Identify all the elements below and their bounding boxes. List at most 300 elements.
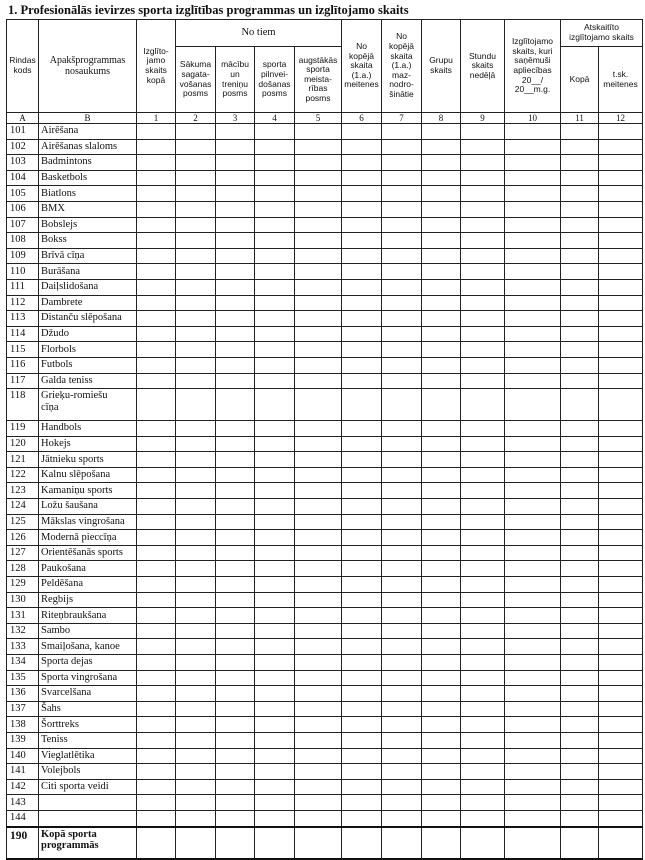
entry-cell[interactable] [295, 139, 342, 155]
entry-cell[interactable] [461, 810, 505, 826]
entry-cell[interactable] [342, 170, 382, 186]
entry-cell[interactable] [176, 342, 216, 358]
entry-cell[interactable] [505, 779, 561, 795]
entry-cell[interactable] [461, 124, 505, 140]
entry-cell[interactable] [137, 592, 176, 608]
entry-cell[interactable] [295, 264, 342, 280]
entry-cell[interactable] [505, 655, 561, 671]
entry-cell[interactable] [176, 467, 216, 483]
entry-cell[interactable] [382, 717, 422, 733]
entry-cell[interactable] [422, 373, 461, 389]
entry-cell[interactable] [505, 467, 561, 483]
entry-cell[interactable] [461, 748, 505, 764]
entry-cell[interactable] [176, 623, 216, 639]
entry-cell[interactable] [461, 452, 505, 468]
entry-cell[interactable] [342, 326, 382, 342]
entry-cell[interactable] [137, 452, 176, 468]
entry-cell[interactable] [422, 186, 461, 202]
entry-cell[interactable] [599, 217, 643, 233]
entry-cell[interactable] [505, 577, 561, 593]
entry-cell[interactable] [137, 139, 176, 155]
entry-cell[interactable] [505, 311, 561, 327]
entry-cell[interactable] [216, 342, 255, 358]
entry-cell[interactable] [342, 577, 382, 593]
entry-cell[interactable] [295, 483, 342, 499]
entry-cell[interactable] [176, 545, 216, 561]
entry-cell[interactable] [255, 545, 295, 561]
entry-cell[interactable] [342, 732, 382, 748]
entry-cell[interactable] [461, 686, 505, 702]
entry-cell[interactable] [342, 467, 382, 483]
entry-cell[interactable] [255, 452, 295, 468]
entry-cell[interactable] [599, 279, 643, 295]
entry-cell[interactable] [422, 326, 461, 342]
entry-cell[interactable] [255, 139, 295, 155]
entry-cell[interactable] [176, 686, 216, 702]
entry-cell[interactable] [342, 623, 382, 639]
entry-cell[interactable] [137, 608, 176, 624]
entry-cell[interactable] [561, 357, 599, 373]
entry-cell[interactable] [255, 279, 295, 295]
entry-cell[interactable] [382, 499, 422, 515]
entry-cell[interactable] [382, 452, 422, 468]
entry-cell[interactable] [382, 201, 422, 217]
entry-cell[interactable] [505, 748, 561, 764]
entry-cell[interactable] [422, 670, 461, 686]
entry-cell[interactable] [599, 186, 643, 202]
entry-cell[interactable] [461, 545, 505, 561]
entry-cell[interactable] [137, 357, 176, 373]
entry-cell[interactable] [599, 155, 643, 171]
entry-cell[interactable] [216, 467, 255, 483]
entry-cell[interactable] [342, 545, 382, 561]
entry-cell[interactable] [561, 655, 599, 671]
entry-cell[interactable] [461, 279, 505, 295]
entry-cell[interactable] [599, 623, 643, 639]
entry-cell[interactable] [295, 233, 342, 249]
entry-cell[interactable] [255, 436, 295, 452]
entry-cell[interactable] [599, 686, 643, 702]
entry-cell[interactable] [176, 201, 216, 217]
entry-cell[interactable] [342, 155, 382, 171]
entry-cell[interactable] [255, 264, 295, 280]
entry-cell[interactable] [295, 827, 342, 859]
entry-cell[interactable] [422, 686, 461, 702]
entry-cell[interactable] [176, 795, 216, 811]
entry-cell[interactable] [599, 248, 643, 264]
entry-cell[interactable] [561, 577, 599, 593]
entry-cell[interactable] [295, 311, 342, 327]
entry-cell[interactable] [255, 701, 295, 717]
entry-cell[interactable] [461, 608, 505, 624]
entry-cell[interactable] [255, 467, 295, 483]
entry-cell[interactable] [137, 421, 176, 437]
entry-cell[interactable] [599, 483, 643, 499]
entry-cell[interactable] [599, 295, 643, 311]
entry-cell[interactable] [295, 608, 342, 624]
entry-cell[interactable] [137, 717, 176, 733]
entry-cell[interactable] [382, 732, 422, 748]
entry-cell[interactable] [422, 342, 461, 358]
entry-cell[interactable] [216, 514, 255, 530]
entry-cell[interactable] [216, 357, 255, 373]
entry-cell[interactable] [422, 357, 461, 373]
entry-cell[interactable] [295, 779, 342, 795]
entry-cell[interactable] [461, 795, 505, 811]
entry-cell[interactable] [382, 545, 422, 561]
entry-cell[interactable] [461, 373, 505, 389]
entry-cell[interactable] [422, 452, 461, 468]
entry-cell[interactable] [461, 248, 505, 264]
entry-cell[interactable] [255, 764, 295, 780]
entry-cell[interactable] [599, 436, 643, 452]
entry-cell[interactable] [216, 264, 255, 280]
entry-cell[interactable] [342, 279, 382, 295]
entry-cell[interactable] [461, 186, 505, 202]
entry-cell[interactable] [342, 295, 382, 311]
entry-cell[interactable] [137, 764, 176, 780]
entry-cell[interactable] [255, 295, 295, 311]
entry-cell[interactable] [137, 670, 176, 686]
entry-cell[interactable] [561, 530, 599, 546]
entry-cell[interactable] [255, 732, 295, 748]
entry-cell[interactable] [137, 186, 176, 202]
entry-cell[interactable] [176, 827, 216, 859]
entry-cell[interactable] [137, 373, 176, 389]
entry-cell[interactable] [342, 373, 382, 389]
entry-cell[interactable] [216, 436, 255, 452]
entry-cell[interactable] [176, 499, 216, 515]
entry-cell[interactable] [137, 577, 176, 593]
entry-cell[interactable] [422, 561, 461, 577]
entry-cell[interactable] [422, 701, 461, 717]
entry-cell[interactable] [295, 499, 342, 515]
entry-cell[interactable] [561, 279, 599, 295]
entry-cell[interactable] [176, 279, 216, 295]
entry-cell[interactable] [561, 483, 599, 499]
entry-cell[interactable] [255, 623, 295, 639]
entry-cell[interactable] [176, 577, 216, 593]
entry-cell[interactable] [295, 514, 342, 530]
entry-cell[interactable] [461, 342, 505, 358]
entry-cell[interactable] [505, 561, 561, 577]
entry-cell[interactable] [382, 483, 422, 499]
entry-cell[interactable] [176, 389, 216, 421]
entry-cell[interactable] [422, 592, 461, 608]
entry-cell[interactable] [461, 701, 505, 717]
entry-cell[interactable] [137, 483, 176, 499]
entry-cell[interactable] [461, 717, 505, 733]
entry-cell[interactable] [599, 389, 643, 421]
entry-cell[interactable] [216, 421, 255, 437]
entry-cell[interactable] [255, 373, 295, 389]
entry-cell[interactable] [295, 124, 342, 140]
entry-cell[interactable] [216, 717, 255, 733]
entry-cell[interactable] [561, 264, 599, 280]
entry-cell[interactable] [599, 608, 643, 624]
entry-cell[interactable] [295, 717, 342, 733]
entry-cell[interactable] [461, 577, 505, 593]
entry-cell[interactable] [599, 764, 643, 780]
entry-cell[interactable] [216, 373, 255, 389]
entry-cell[interactable] [342, 436, 382, 452]
entry-cell[interactable] [599, 373, 643, 389]
entry-cell[interactable] [216, 452, 255, 468]
entry-cell[interactable] [422, 608, 461, 624]
entry-cell[interactable] [422, 295, 461, 311]
entry-cell[interactable] [295, 217, 342, 233]
entry-cell[interactable] [216, 827, 255, 859]
entry-cell[interactable] [216, 701, 255, 717]
entry-cell[interactable] [216, 389, 255, 421]
entry-cell[interactable] [137, 155, 176, 171]
entry-cell[interactable] [342, 421, 382, 437]
entry-cell[interactable] [599, 452, 643, 468]
entry-cell[interactable] [505, 155, 561, 171]
entry-cell[interactable] [255, 357, 295, 373]
entry-cell[interactable] [599, 670, 643, 686]
entry-cell[interactable] [505, 639, 561, 655]
entry-cell[interactable] [461, 483, 505, 499]
entry-cell[interactable] [342, 764, 382, 780]
entry-cell[interactable] [176, 764, 216, 780]
entry-cell[interactable] [599, 342, 643, 358]
entry-cell[interactable] [505, 357, 561, 373]
entry-cell[interactable] [382, 264, 422, 280]
entry-cell[interactable] [505, 732, 561, 748]
entry-cell[interactable] [255, 389, 295, 421]
entry-cell[interactable] [255, 186, 295, 202]
entry-cell[interactable] [176, 810, 216, 826]
entry-cell[interactable] [295, 701, 342, 717]
entry-cell[interactable] [599, 124, 643, 140]
entry-cell[interactable] [505, 295, 561, 311]
entry-cell[interactable] [295, 639, 342, 655]
entry-cell[interactable] [561, 342, 599, 358]
entry-cell[interactable] [295, 764, 342, 780]
entry-cell[interactable] [176, 248, 216, 264]
entry-cell[interactable] [599, 139, 643, 155]
entry-cell[interactable] [295, 155, 342, 171]
entry-cell[interactable] [137, 467, 176, 483]
entry-cell[interactable] [461, 295, 505, 311]
entry-cell[interactable] [216, 217, 255, 233]
entry-cell[interactable] [382, 577, 422, 593]
entry-cell[interactable] [382, 639, 422, 655]
entry-cell[interactable] [561, 170, 599, 186]
entry-cell[interactable] [561, 514, 599, 530]
entry-cell[interactable] [561, 295, 599, 311]
entry-cell[interactable] [295, 373, 342, 389]
entry-cell[interactable] [216, 155, 255, 171]
entry-cell[interactable] [137, 124, 176, 140]
entry-cell[interactable] [422, 639, 461, 655]
entry-cell[interactable] [255, 577, 295, 593]
entry-cell[interactable] [176, 670, 216, 686]
entry-cell[interactable] [255, 326, 295, 342]
entry-cell[interactable] [255, 248, 295, 264]
entry-cell[interactable] [382, 248, 422, 264]
entry-cell[interactable] [216, 561, 255, 577]
entry-cell[interactable] [255, 592, 295, 608]
entry-cell[interactable] [382, 686, 422, 702]
entry-cell[interactable] [342, 248, 382, 264]
entry-cell[interactable] [422, 779, 461, 795]
entry-cell[interactable] [137, 311, 176, 327]
entry-cell[interactable] [505, 279, 561, 295]
entry-cell[interactable] [342, 514, 382, 530]
entry-cell[interactable] [176, 421, 216, 437]
entry-cell[interactable] [342, 139, 382, 155]
entry-cell[interactable] [382, 514, 422, 530]
entry-cell[interactable] [599, 311, 643, 327]
entry-cell[interactable] [422, 764, 461, 780]
entry-cell[interactable] [422, 436, 461, 452]
entry-cell[interactable] [461, 233, 505, 249]
entry-cell[interactable] [342, 342, 382, 358]
entry-cell[interactable] [382, 810, 422, 826]
entry-cell[interactable] [422, 170, 461, 186]
entry-cell[interactable] [255, 155, 295, 171]
entry-cell[interactable] [561, 608, 599, 624]
entry-cell[interactable] [295, 530, 342, 546]
entry-cell[interactable] [561, 248, 599, 264]
entry-cell[interactable] [216, 530, 255, 546]
entry-cell[interactable] [422, 201, 461, 217]
entry-cell[interactable] [561, 764, 599, 780]
entry-cell[interactable] [561, 436, 599, 452]
entry-cell[interactable] [422, 748, 461, 764]
entry-cell[interactable] [382, 295, 422, 311]
entry-cell[interactable] [255, 514, 295, 530]
entry-cell[interactable] [505, 421, 561, 437]
entry-cell[interactable] [461, 170, 505, 186]
entry-cell[interactable] [561, 233, 599, 249]
entry-cell[interactable] [461, 499, 505, 515]
entry-cell[interactable] [382, 357, 422, 373]
entry-cell[interactable] [216, 311, 255, 327]
entry-cell[interactable] [176, 514, 216, 530]
entry-cell[interactable] [176, 639, 216, 655]
entry-cell[interactable] [461, 357, 505, 373]
entry-cell[interactable] [295, 577, 342, 593]
entry-cell[interactable] [505, 514, 561, 530]
entry-cell[interactable] [342, 639, 382, 655]
entry-cell[interactable] [137, 170, 176, 186]
entry-cell[interactable] [382, 155, 422, 171]
entry-cell[interactable] [137, 795, 176, 811]
entry-cell[interactable] [255, 779, 295, 795]
entry-cell[interactable] [461, 467, 505, 483]
entry-cell[interactable] [422, 124, 461, 140]
entry-cell[interactable] [295, 545, 342, 561]
entry-cell[interactable] [461, 592, 505, 608]
entry-cell[interactable] [599, 170, 643, 186]
entry-cell[interactable] [216, 233, 255, 249]
entry-cell[interactable] [382, 748, 422, 764]
entry-cell[interactable] [561, 467, 599, 483]
entry-cell[interactable] [599, 810, 643, 826]
entry-cell[interactable] [137, 499, 176, 515]
entry-cell[interactable] [216, 139, 255, 155]
entry-cell[interactable] [505, 452, 561, 468]
entry-cell[interactable] [461, 155, 505, 171]
entry-cell[interactable] [137, 233, 176, 249]
entry-cell[interactable] [295, 655, 342, 671]
entry-cell[interactable] [216, 608, 255, 624]
entry-cell[interactable] [599, 748, 643, 764]
entry-cell[interactable] [561, 155, 599, 171]
entry-cell[interactable] [255, 717, 295, 733]
entry-cell[interactable] [382, 186, 422, 202]
entry-cell[interactable] [561, 499, 599, 515]
entry-cell[interactable] [461, 264, 505, 280]
entry-cell[interactable] [505, 326, 561, 342]
entry-cell[interactable] [422, 717, 461, 733]
entry-cell[interactable] [295, 810, 342, 826]
entry-cell[interactable] [461, 326, 505, 342]
entry-cell[interactable] [505, 233, 561, 249]
entry-cell[interactable] [382, 795, 422, 811]
entry-cell[interactable] [382, 827, 422, 859]
entry-cell[interactable] [176, 717, 216, 733]
entry-cell[interactable] [342, 827, 382, 859]
entry-cell[interactable] [461, 655, 505, 671]
entry-cell[interactable] [176, 295, 216, 311]
entry-cell[interactable] [382, 530, 422, 546]
entry-cell[interactable] [176, 373, 216, 389]
entry-cell[interactable] [461, 670, 505, 686]
entry-cell[interactable] [295, 279, 342, 295]
entry-cell[interactable] [295, 623, 342, 639]
entry-cell[interactable] [342, 795, 382, 811]
entry-cell[interactable] [295, 357, 342, 373]
entry-cell[interactable] [505, 499, 561, 515]
entry-cell[interactable] [461, 732, 505, 748]
entry-cell[interactable] [216, 686, 255, 702]
entry-cell[interactable] [561, 795, 599, 811]
entry-cell[interactable] [561, 810, 599, 826]
entry-cell[interactable] [255, 530, 295, 546]
entry-cell[interactable] [255, 201, 295, 217]
entry-cell[interactable] [255, 670, 295, 686]
entry-cell[interactable] [461, 217, 505, 233]
entry-cell[interactable] [461, 421, 505, 437]
entry-cell[interactable] [216, 279, 255, 295]
entry-cell[interactable] [342, 452, 382, 468]
entry-cell[interactable] [422, 577, 461, 593]
entry-cell[interactable] [295, 748, 342, 764]
entry-cell[interactable] [382, 124, 422, 140]
entry-cell[interactable] [137, 248, 176, 264]
entry-cell[interactable] [382, 233, 422, 249]
entry-cell[interactable] [176, 655, 216, 671]
entry-cell[interactable] [561, 717, 599, 733]
entry-cell[interactable] [342, 655, 382, 671]
entry-cell[interactable] [295, 795, 342, 811]
entry-cell[interactable] [137, 264, 176, 280]
entry-cell[interactable] [255, 217, 295, 233]
entry-cell[interactable] [255, 421, 295, 437]
entry-cell[interactable] [295, 389, 342, 421]
entry-cell[interactable] [137, 655, 176, 671]
entry-cell[interactable] [599, 326, 643, 342]
entry-cell[interactable] [461, 389, 505, 421]
entry-cell[interactable] [255, 655, 295, 671]
entry-cell[interactable] [255, 827, 295, 859]
entry-cell[interactable] [422, 155, 461, 171]
entry-cell[interactable] [382, 373, 422, 389]
